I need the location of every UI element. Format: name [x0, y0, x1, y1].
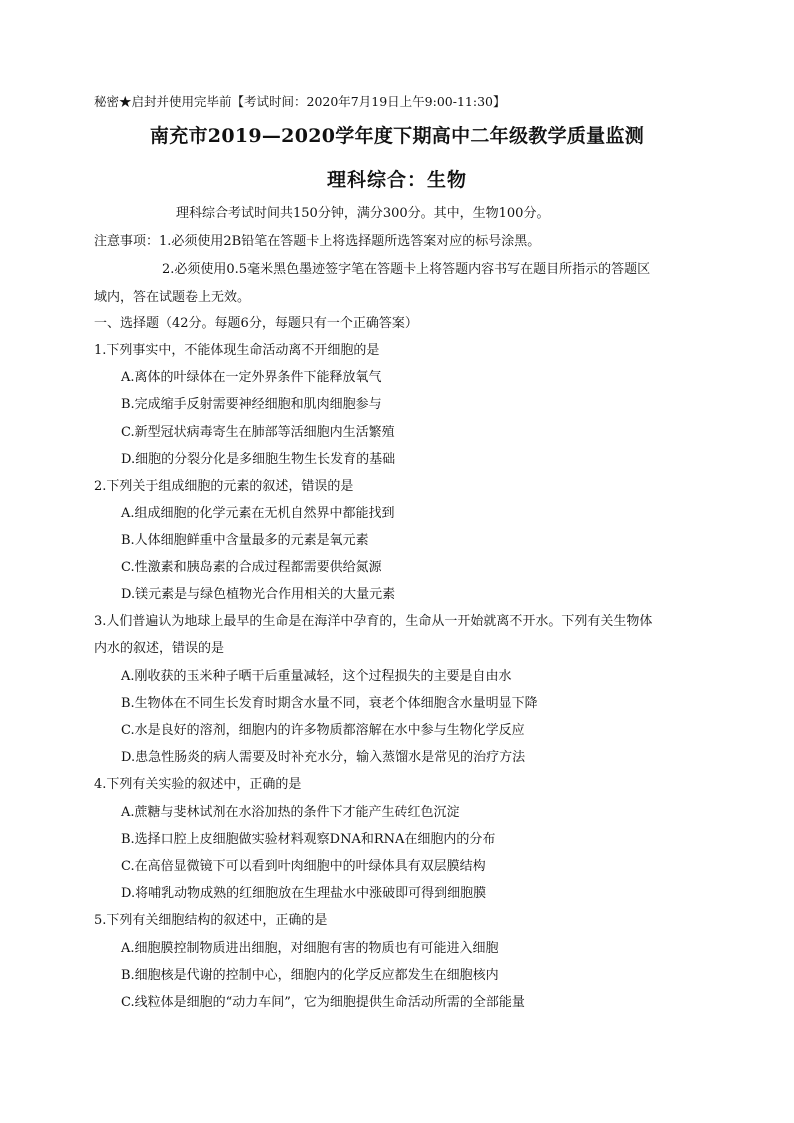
notice-item-2-continued: 域内，答在试题卷上无效。 [94, 290, 251, 305]
question-3-stem: 3.人们普遍认为地球上最早的生命是在海洋中孕育的，生命从一开始就离不开水。下列有关生物体 [94, 614, 653, 629]
question-3-option-d: D.患急性肠炎的病人需要及时补充水分，输入蒸馏水是常见的治疗方法 [121, 750, 526, 765]
question-2-option-a: A.组成细胞的化学元素在无机自然界中都能找到 [121, 506, 395, 521]
question-2-stem: 2.下列关于组成细胞的元素的叙述，错误的是 [94, 479, 354, 494]
question-1-option-c: C.新型冠状病毒寄生在肺部等活细胞内生活繁殖 [121, 425, 395, 440]
question-2-option-c: C.性激素和胰岛素的合成过程都需要供给氮源 [121, 560, 382, 575]
question-3-stem-continued: 内水的叙述，错误的是 [94, 641, 225, 656]
question-4-option-c: C.在高倍显微镜下可以看到叶肉细胞中的叶绿体具有双层膜结构 [121, 859, 486, 874]
question-4-stem: 4.下列有关实验的叙述中，正确的是 [94, 777, 302, 792]
exam-title: 南充市2019—2020学年度下期高中二年级教学质量监测 [149, 125, 645, 147]
question-3-option-b: B.生物体在不同生长发育时期含水量不同，衰老个体细胞含水量明显下降 [121, 696, 538, 711]
question-5-option-b: B.细胞核是代谢的控制中心，细胞内的化学反应都发生在细胞核内 [121, 968, 499, 983]
question-3-option-a: A.刚收获的玉米种子晒干后重量减轻，这个过程损失的主要是自由水 [121, 669, 512, 684]
question-2-option-b: B.人体细胞鲜重中含量最多的元素是氧元素 [121, 533, 369, 548]
section-title: 一、选择题（42分。每题6分，每题只有一个正确答案） [94, 316, 418, 331]
question-1-option-a: A.离体的叶绿体在一定外界条件下能释放氧气 [121, 370, 382, 385]
question-1-stem: 1.下列事实中，不能体现生命活动离不开细胞的是 [94, 343, 380, 358]
question-1-option-d: D.细胞的分裂分化是多细胞生物生长发育的基础 [121, 452, 396, 467]
question-2-option-d: D.镁元素是与绿色植物光合作用相关的大量元素 [121, 587, 396, 602]
question-1-option-b: B.完成缩手反射需要神经细胞和肌肉细胞参与 [121, 397, 382, 412]
exam-intro: 理科综合考试时间共150分钟，满分300分。其中，生物100分。 [176, 206, 550, 221]
question-5-stem: 5.下列有关细胞结构的叙述中，正确的是 [94, 913, 328, 928]
question-5-option-c: C.线粒体是细胞的“动力车间”，它为细胞提供生命活动所需的全部能量 [121, 995, 525, 1010]
question-4-option-d: D.将哺乳动物成熟的红细胞放在生理盐水中涨破即可得到细胞膜 [121, 886, 487, 901]
question-5-option-a: A.细胞膜控制物质进出细胞，对细胞有害的物质也有可能进入细胞 [121, 941, 499, 956]
question-4-option-a: A.蔗糖与斐林试剂在水浴加热的条件下才能产生砖红色沉淀 [121, 805, 460, 820]
exam-subject: 理科综合：生物 [326, 169, 467, 191]
question-4-option-b: B.选择口腔上皮细胞做实验材料观察DNA和RNA在细胞内的分布 [121, 832, 496, 847]
notice-item-1: 注意事项：1.必须使用2B铅笔在答题卡上将选择题所选答案对应的标号涂黑。 [94, 234, 541, 249]
question-3-option-c: C.水是良好的溶剂，细胞内的许多物质都溶解在水中参与生物化学反应 [121, 723, 525, 738]
notice-item-2: 2.必须使用0.5毫米黑色墨迹签字笔在答题卡上将答题内容书写在题目所指示的答题区 [162, 262, 651, 277]
confidential-notice: 秘密★启封并使用完毕前【考试时间：2020年7月19日上午9:00-11:30】 [94, 94, 506, 109]
